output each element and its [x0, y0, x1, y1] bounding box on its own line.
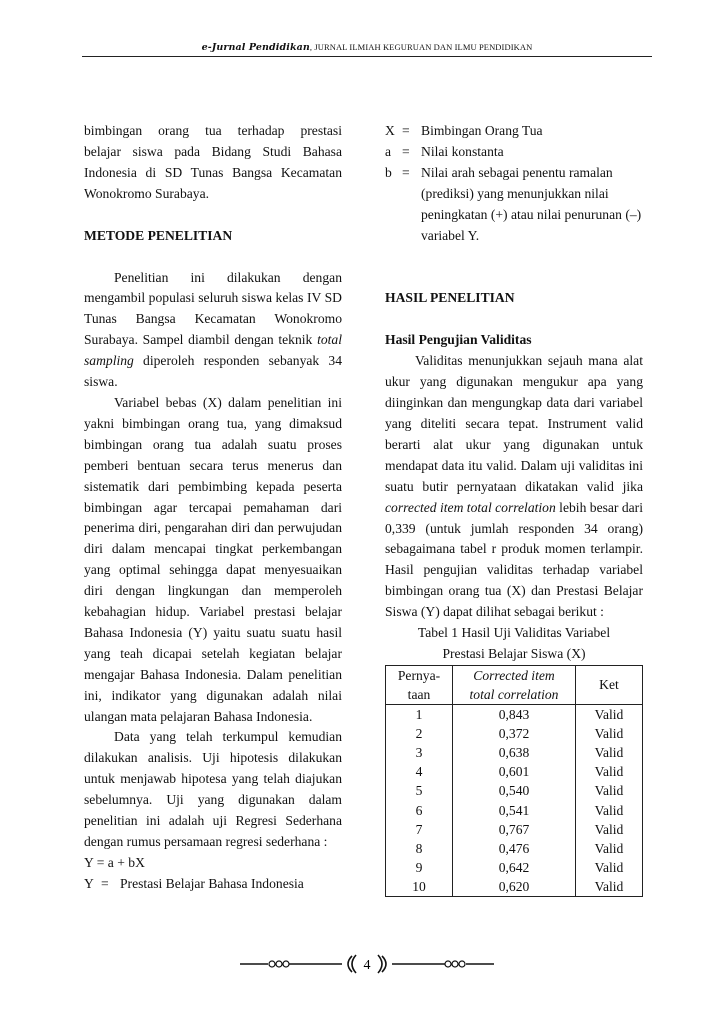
regression-formula: Y = a + bX — [84, 854, 145, 870]
cell-item: 3 — [386, 743, 453, 762]
cell-correlation: 0,476 — [453, 839, 576, 858]
cell-correlation: 0,601 — [453, 762, 576, 781]
section-heading-method: METODE PENELITIAN — [84, 227, 233, 243]
cell-item: 7 — [386, 820, 453, 839]
table-caption-line-2: Prestasi Belajar Siswa (X) — [442, 645, 586, 661]
cell-ket: Valid — [576, 705, 643, 725]
left-column — [84, 121, 342, 895]
text-line: bimbingan orang tua terhadap prestasi — [84, 123, 342, 138]
cell-correlation: 0,620 — [453, 877, 576, 897]
cell-correlation: 0,540 — [453, 781, 576, 800]
footer-ornament — [238, 952, 496, 976]
table-row — [386, 820, 643, 839]
cell-correlation: 0,767 — [453, 820, 576, 839]
header-item: Pernya- taan — [386, 665, 453, 704]
validity-paragraph: Validitas menunjukkan sejauh mana alat ukur yang digunakan mengukur apa yang diinginkan dan mengungkap data dari variabel yang diteliti secara tepat. Instrument valid berarti alat ukur yang digunakan untuk mendapat data itu valid. Dalam uji validitas ini suatu butir pernyataan dikatakan valid jika corrected item total correlation lebih besar dari 0,339 (untuk jumlah responden 34 orang) sebagaimana tabel r produk momen terlampir. Hasil pengujian validitas terhadap variabel bimbingan orang tua (X) dan Prestasi Belajar Siswa (Y) dapat dilihat sebagai berikut : — [385, 353, 643, 620]
method-paragraph-2: Variabel bebas (X) dalam penelitian ini yakni bimbingan orang tua, yang dimaksud bimbingan orang tua adalah suatu proses pemberi bentuan secara terus menerus dan sistematik dari pembimbing kepada peserta bimbingan agar tercapai pemahaman dari penerima diri, pengarahan diri dan perwujudan diri dalam mencapai tingkat perkembangan yang optimal sehingga dapat menyesuaikan diri dengan lingkungan dan memperoleh kebahagian hidup. Variabel prestasi belajar Bahasa Indonesia (Y) yaitu suatu suatu hasil yang teah dicapai setelah kegiatan belajar mengajar Bahasa Indonesia. Dalam penelitian ini, indikator yang digunakan adalah nilai ulangan mata pelajaran Bahasa Indonesia. — [84, 394, 342, 724]
journal-name: e-Jurnal Pendidikan — [201, 42, 310, 53]
table-row — [386, 877, 643, 897]
cell-correlation: 0,638 — [453, 743, 576, 762]
cell-item: 8 — [386, 839, 453, 858]
cell-item: 10 — [386, 877, 453, 897]
cell-item: 9 — [386, 858, 453, 877]
text-line: Indonesia di SD Tunas Bangsa Kecamatan — [84, 164, 342, 180]
cell-item: 4 — [386, 762, 453, 781]
running-header — [82, 42, 652, 57]
table-row — [386, 743, 643, 762]
cell-ket: Valid — [576, 858, 643, 877]
validity-table — [385, 665, 643, 897]
table-row — [386, 858, 643, 877]
table-row — [386, 705, 643, 725]
cell-ket: Valid — [576, 724, 643, 743]
cell-ket: Valid — [576, 839, 643, 858]
method-paragraph-3: Data yang telah terkumpul kemudian dilakukan analisis. Uji hipotesis dilakukan untuk menjawab hipotesa yang telah diajukan sebelumnya. Uji yang digunakan dalam penelitian ini adalah uji Regresi Sederhana dengan rumus persamaan regresi sederhana : — [84, 729, 342, 849]
header-correlation: Corrected item total correlation — [453, 665, 576, 704]
table-caption-line-1: Tabel 1 Hasil Uji Validitas Variabel — [417, 625, 611, 641]
page-number: 4 — [363, 958, 371, 973]
cell-ket: Valid — [576, 762, 643, 781]
table-row — [386, 801, 643, 820]
definition-a: a = Nilai konstanta — [385, 143, 504, 159]
cell-correlation: 0,372 — [453, 724, 576, 743]
cell-ket: Valid — [576, 820, 643, 839]
cell-ket: Valid — [576, 781, 643, 800]
section-heading-results: HASIL PENELITIAN — [385, 290, 515, 306]
table-row — [386, 724, 643, 743]
definition-b: b = Nilai arah sebagai penentu ramalan (prediksi) yang menunjukkan nilai peningkatan (+) atau nilai penurunan (–) variabel Y. — [385, 164, 642, 243]
cell-ket: Valid — [576, 877, 643, 897]
cell-correlation: 0,541 — [453, 801, 576, 820]
definition-y: Y = Prestasi Belajar Bahasa Indonesia — [84, 875, 304, 891]
cell-item: 1 — [386, 705, 453, 725]
page-footer — [238, 952, 496, 976]
table-row — [386, 839, 643, 858]
cell-item: 2 — [386, 724, 453, 743]
text-line: belajar siswa pada Bidang Studi Bahasa — [84, 143, 342, 159]
subheading-validity: Hasil Pengujian Validitas — [385, 332, 532, 348]
table-row — [386, 762, 643, 781]
cell-ket: Valid — [576, 801, 643, 820]
right-column — [385, 121, 643, 897]
cell-item: 6 — [386, 801, 453, 820]
cell-correlation: 0,843 — [453, 705, 576, 725]
header-ket: Ket — [576, 665, 643, 704]
definition-x: X = Bimbingan Orang Tua — [385, 123, 543, 138]
cell-ket: Valid — [576, 743, 643, 762]
cell-item: 5 — [386, 781, 453, 800]
text-line: Wonokromo Surabaya. — [84, 185, 209, 201]
table-row — [386, 781, 643, 800]
method-paragraph-1: Penelitian ini dilakukan dengan mengambil populasi seluruh siswa kelas IV SD Tunas Bangsa Kecamatan Wonokromo Surabaya. Sampel diambil dengan teknik total sampling diperoleh responden sebanyak 34 siswa. — [84, 269, 342, 390]
cell-correlation: 0,642 — [453, 858, 576, 877]
journal-subtitle: , JURNAL ILMIAH KEGURUAN DAN ILMU PENDIDIKAN — [309, 42, 533, 52]
